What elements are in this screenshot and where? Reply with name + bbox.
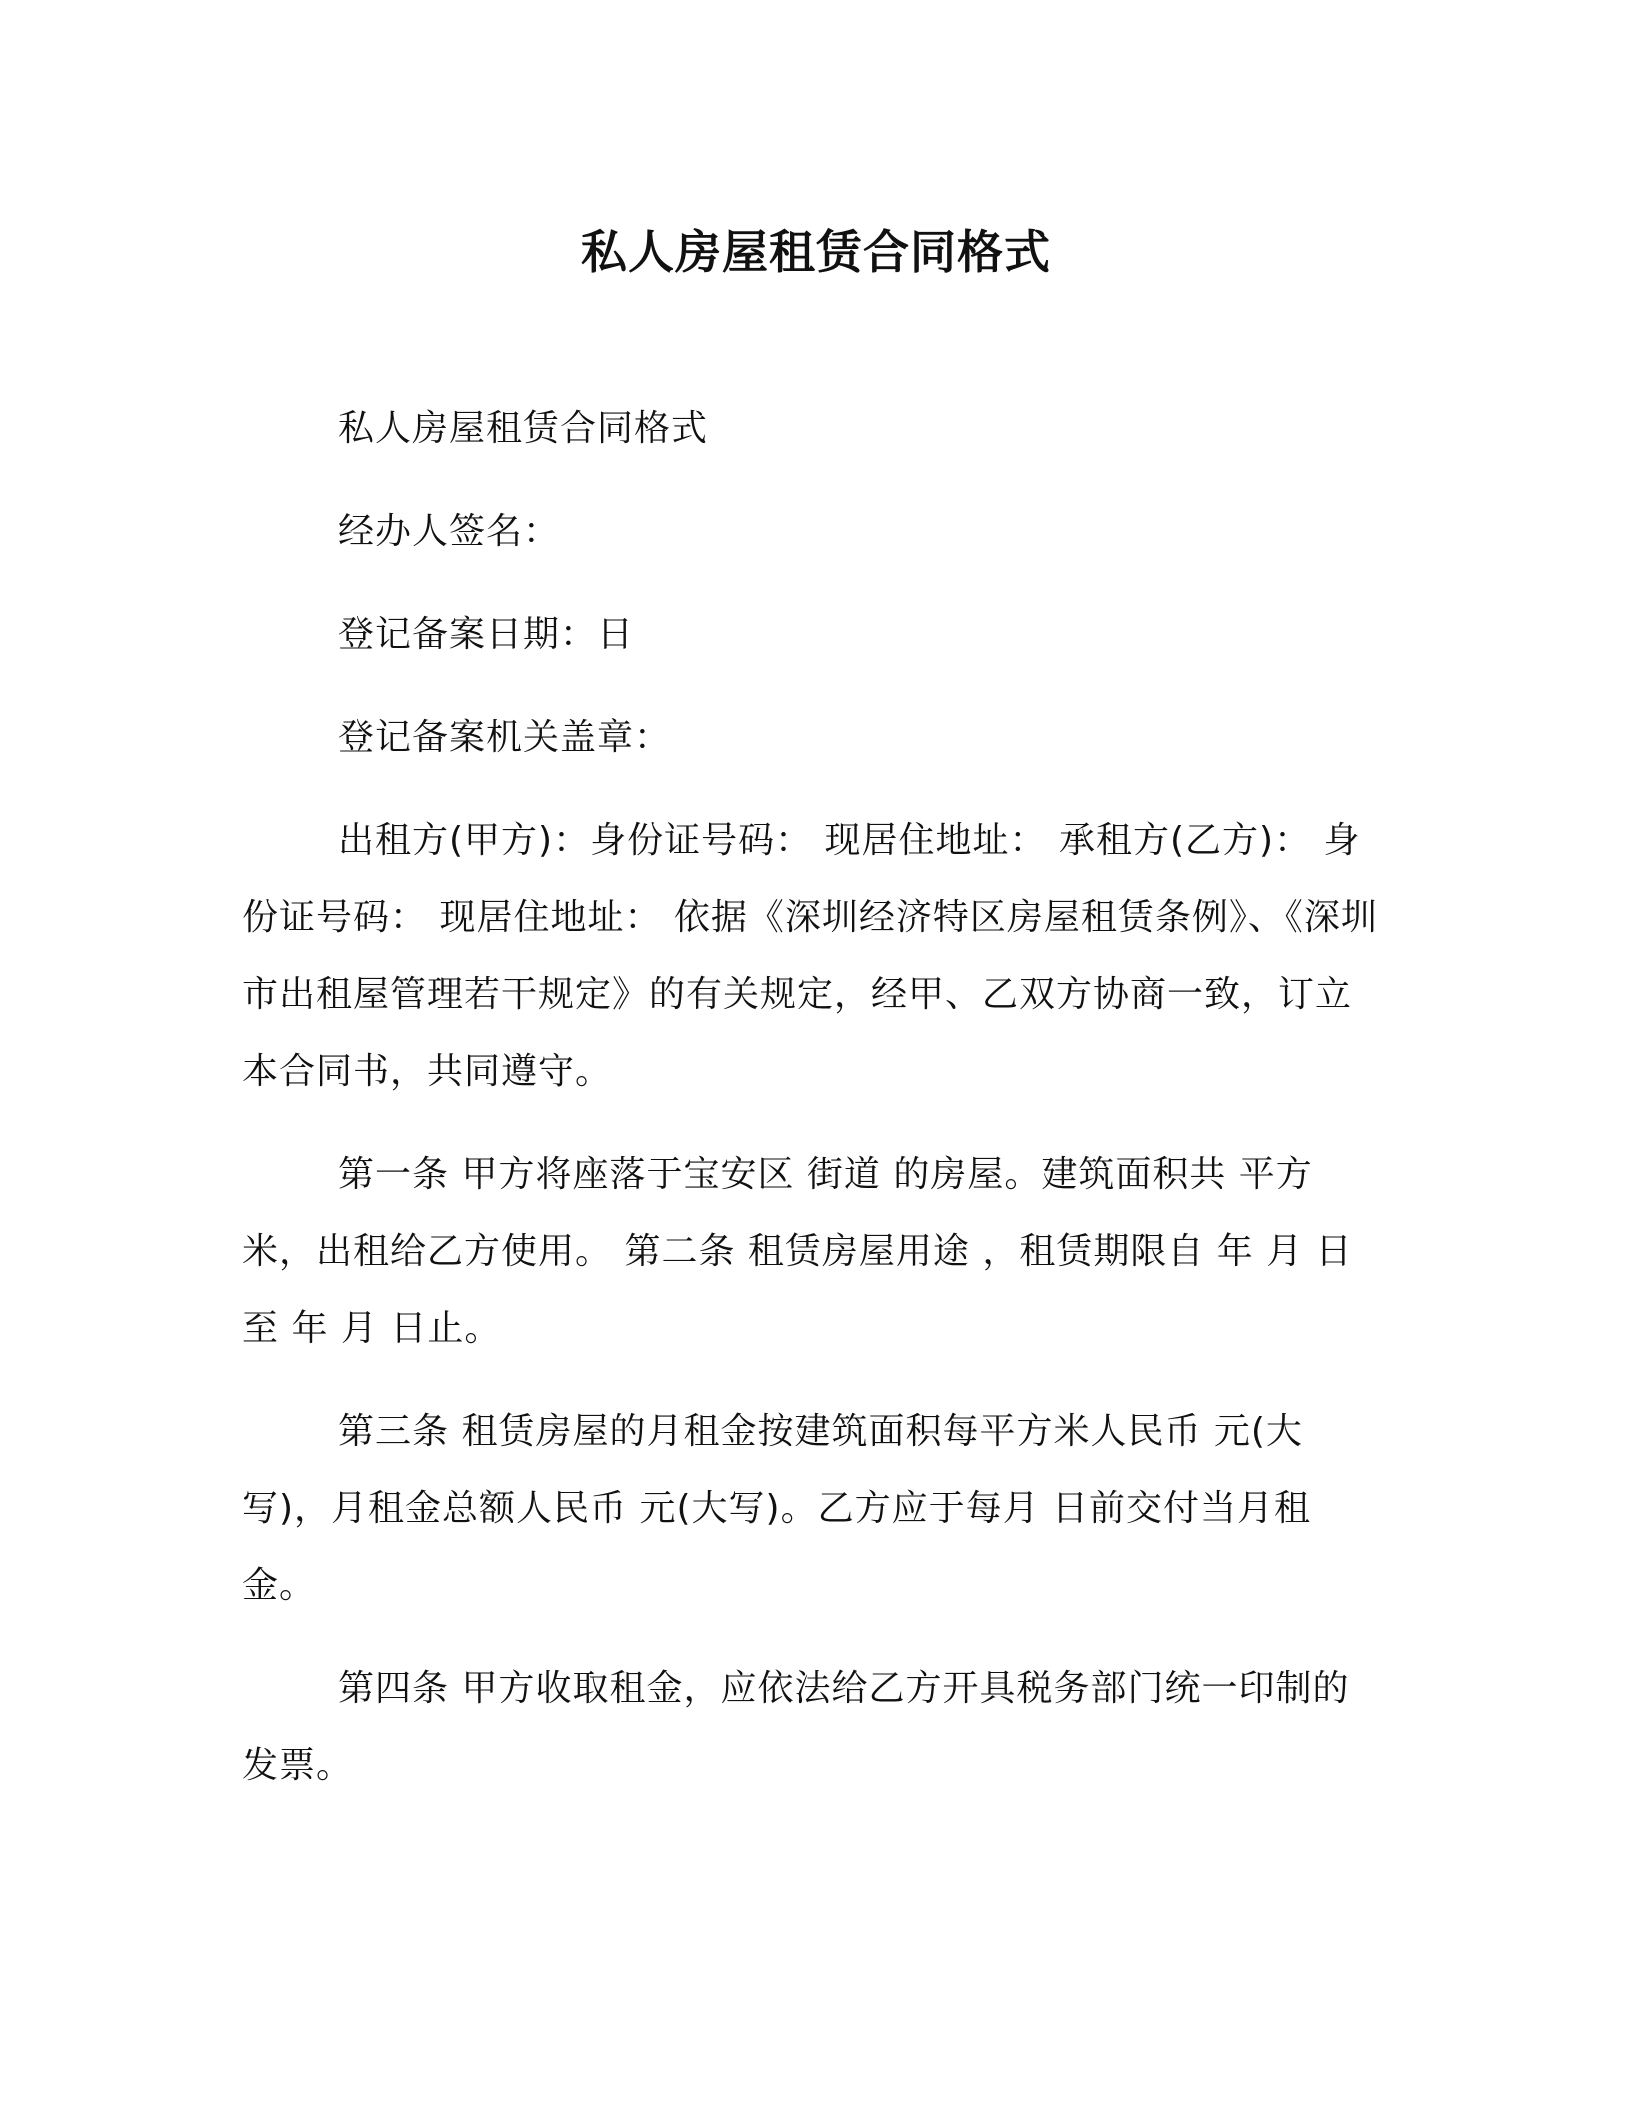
document-title: 私人房屋租赁合同格式 — [581, 225, 1051, 279]
paragraph-registration-seal: 登记备案机关盖章： — [338, 717, 672, 758]
paragraph-article-4: 第四条 甲方收取租金，应依法给乙方开具税务部门统一印制的发票。 — [242, 1668, 1350, 1786]
paragraph-agent-signature: 经办人签名： — [338, 511, 561, 552]
paragraph-heading-repeat: 私人房屋租赁合同格式 — [338, 408, 709, 449]
paragraph-article-3: 第三条 租赁房屋的月租金按建筑面积每平方米人民币 元(大写)，月租金总额人民币 元(大写)。乙方应于每月 日前交付当月租金。 — [242, 1411, 1312, 1606]
paragraph-article-1-2: 第一条 甲方将座落于宝安区 街道 的房屋。建筑面积共 平方米，出租给乙方使用。 第二条 租赁房屋用途 ，租赁期限自 年 月 日至 年 月 日止。 — [242, 1154, 1353, 1349]
paragraph-registration-date: 登记备案日期：日 — [338, 614, 635, 655]
document-body — [242, 390, 1382, 1830]
paragraph-parties: 出租方(甲方)：身份证号码： 现居住地址： 承租方(乙方)： 身份证号码： 现居住地址： 依据《深圳经济特区房屋租赁条例》、《深圳市出租屋管理若干规定》的有关规定，经甲、乙双方协商一致，订立本合同书，共同遵守。 — [242, 820, 1378, 1092]
